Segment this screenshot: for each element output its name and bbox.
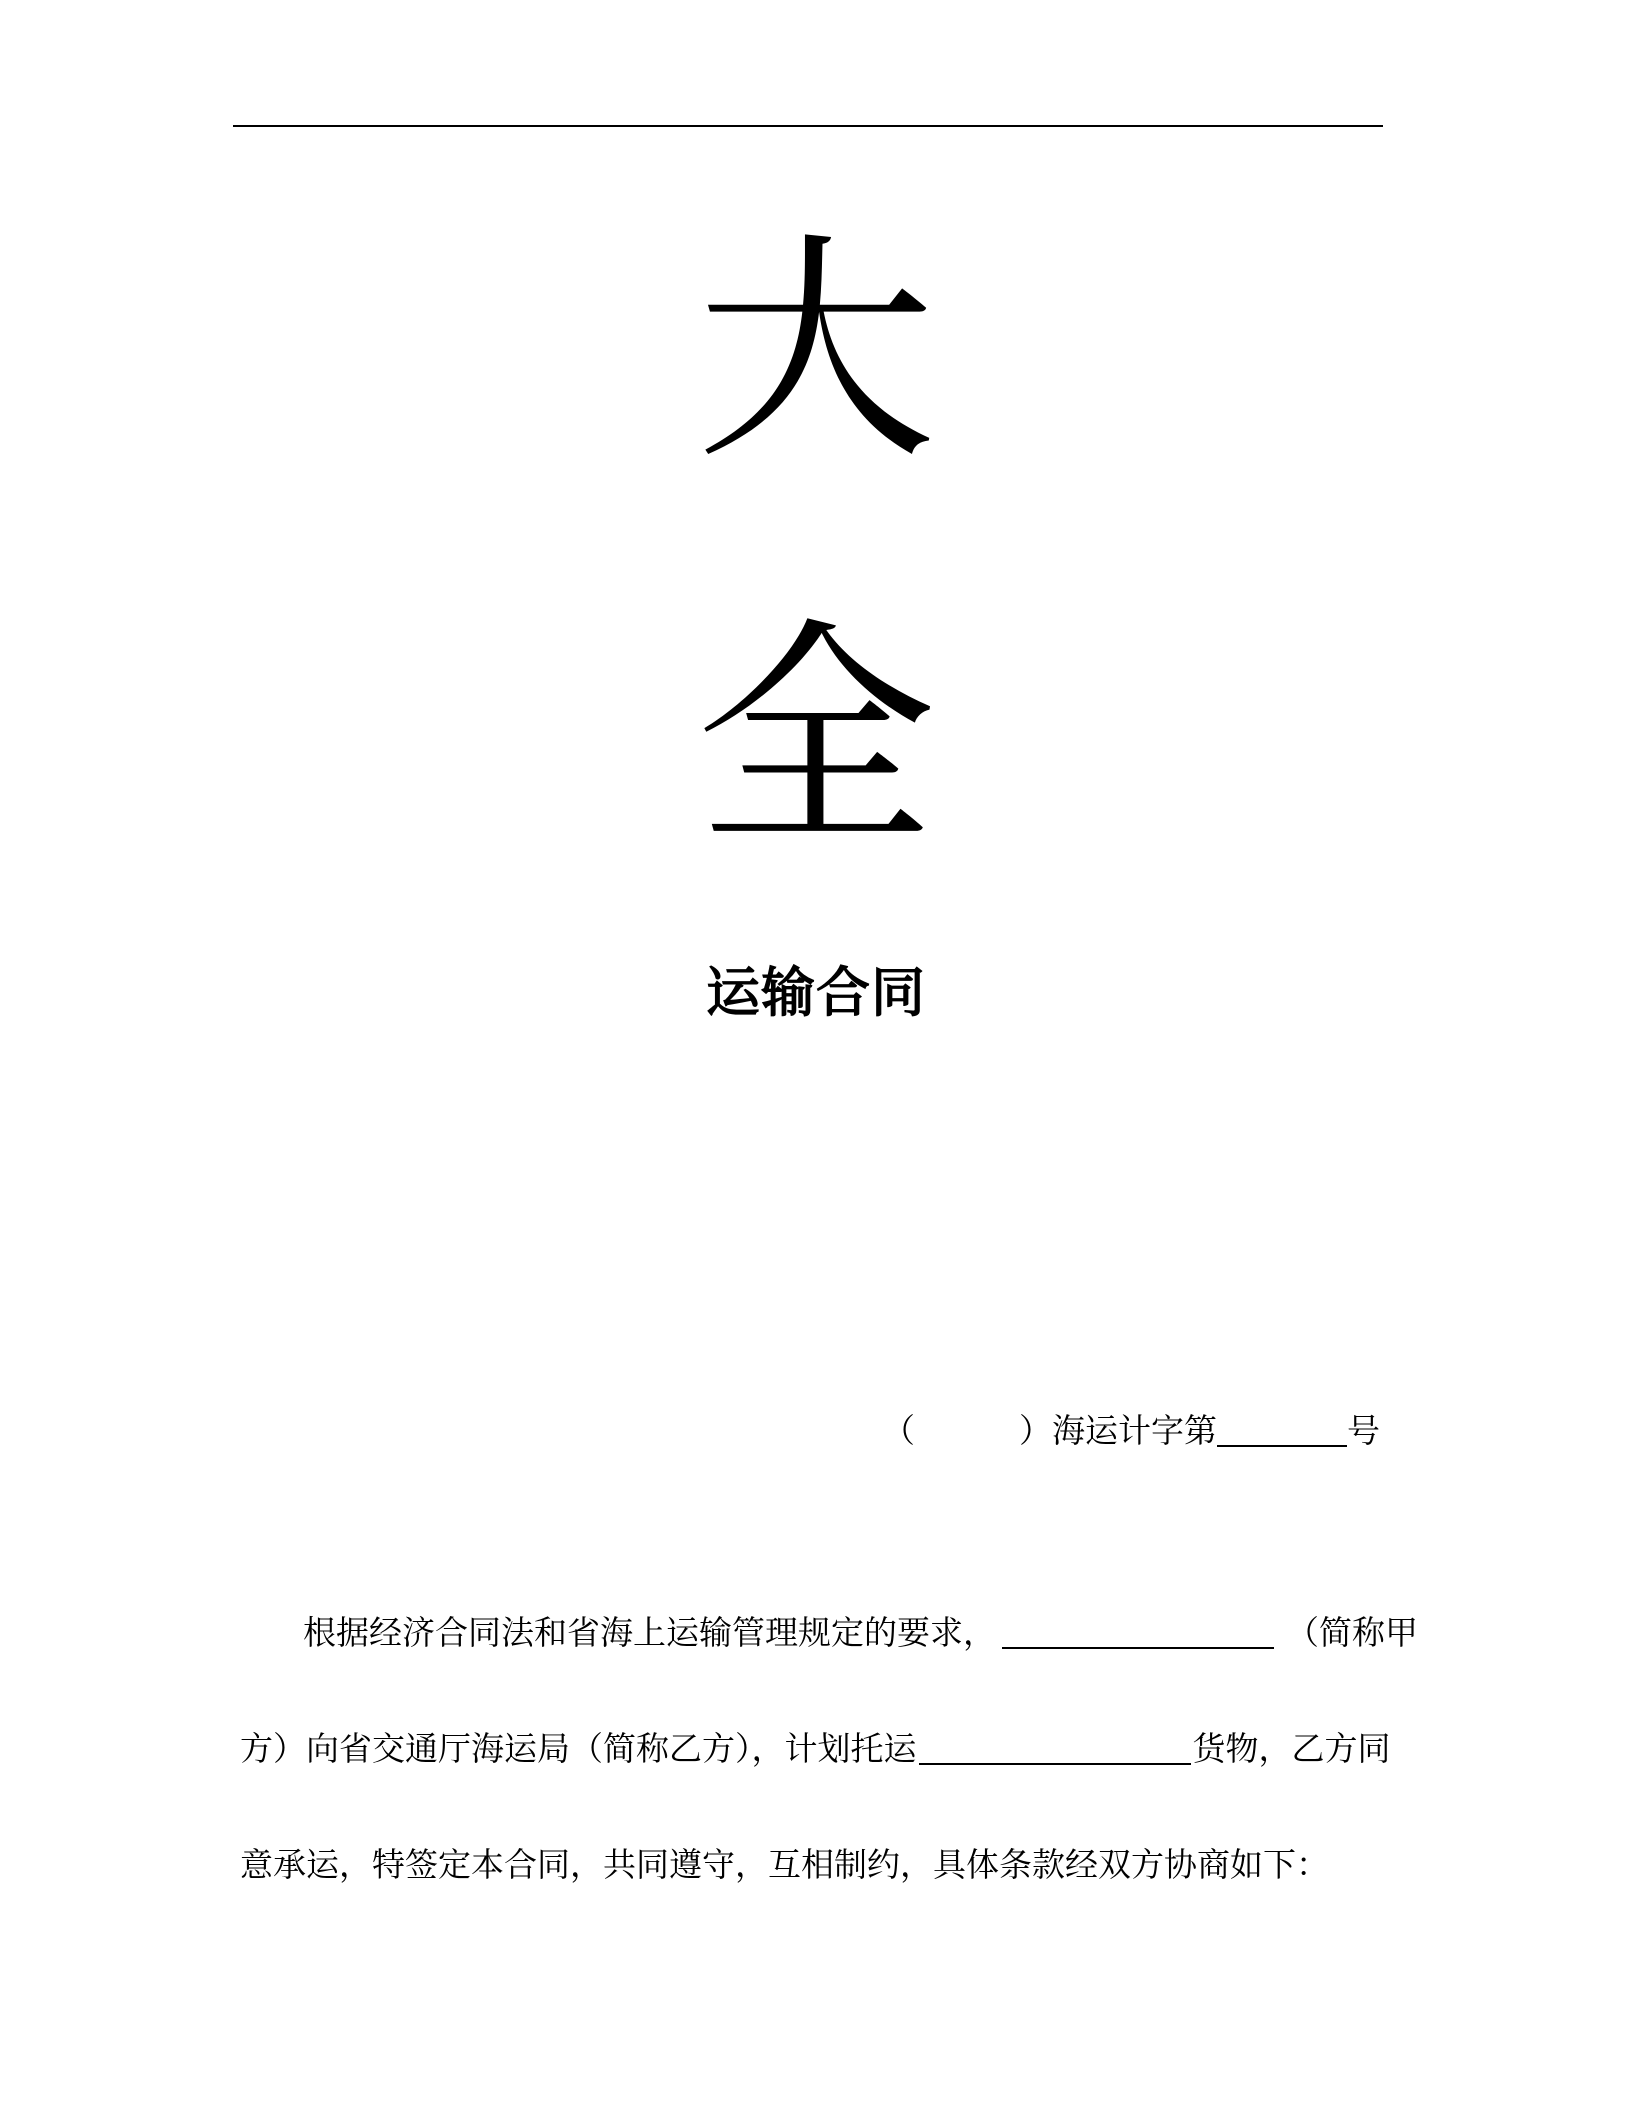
body-line-1-tail: （简称甲 xyxy=(1286,1613,1418,1652)
body-paragraph-line-2 xyxy=(240,1729,1391,1768)
cover-large-character-1: 大 xyxy=(695,212,936,492)
document-title: 运输合同 xyxy=(706,961,926,1024)
body-line-3-text: 意承运，特签定本合同，共同遵守，互相制约，具体条款经双方协商如下： xyxy=(240,1845,1329,1884)
body-paragraph-line-3 xyxy=(240,1845,1329,1884)
reference-number-line xyxy=(882,1411,1380,1450)
body-line-2-head: 方）向省交通厅海运局（简称乙方），计划托运 xyxy=(240,1729,917,1768)
body-line-1-text: 根据经济合同法和省海上运输管理规定的要求， xyxy=(303,1613,996,1652)
body-line-2-tail: 货物，乙方同 xyxy=(1192,1729,1391,1768)
reference-suffix: 号 xyxy=(1347,1411,1380,1450)
header-rule xyxy=(233,125,1383,127)
cover-large-character-2: 全 xyxy=(695,598,936,878)
body-paragraph-line-1 xyxy=(303,1613,1418,1652)
reference-close-paren: ） xyxy=(1019,1411,1052,1450)
reference-prefix: 海运计字第 xyxy=(1052,1411,1217,1450)
cargo-name-blank xyxy=(919,1733,1191,1765)
party-a-name-blank xyxy=(1002,1617,1274,1649)
reference-open-paren: （ xyxy=(882,1411,915,1450)
reference-number-blank xyxy=(1217,1415,1347,1447)
